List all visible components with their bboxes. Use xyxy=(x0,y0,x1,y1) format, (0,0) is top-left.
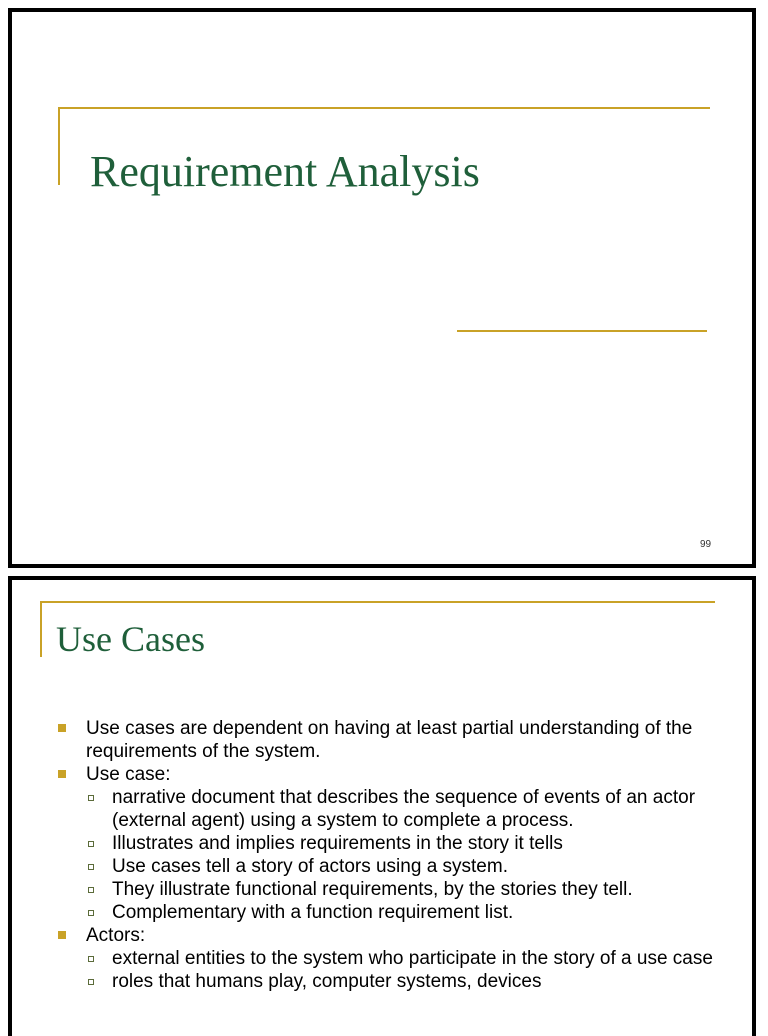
bullet-text: Use cases are dependent on having at least partial understanding of the requirements of the system. xyxy=(86,718,693,762)
sub-bullet-item xyxy=(56,878,716,901)
bullet-item xyxy=(56,717,716,763)
slide-use-cases xyxy=(8,576,756,1036)
sub-bullet-item xyxy=(56,786,716,832)
sub-bullet-item xyxy=(56,901,716,924)
hollow-square-bullet-icon xyxy=(88,887,94,893)
subtitle-rule xyxy=(457,330,707,332)
sub-bullet-text: Complementary with a function requirement list. xyxy=(112,902,514,923)
sub-bullet-item xyxy=(56,947,716,970)
bullet-item xyxy=(56,924,716,947)
sub-bullet-text: Illustrates and implies requirements in the story it tells xyxy=(112,833,563,854)
title-rule-left xyxy=(40,601,42,657)
bullet-item xyxy=(56,763,716,786)
sub-bullet-text: narrative document that describes the sequence of events of an actor (external agent) using a system to complete a process. xyxy=(112,787,696,831)
hollow-square-bullet-icon xyxy=(88,841,94,847)
sub-bullet-text: They illustrate functional requirements, by the stories they tell. xyxy=(112,879,633,900)
sub-bullet-item xyxy=(56,970,716,993)
sub-bullet-text: roles that humans play, computer systems, devices xyxy=(112,971,542,992)
hollow-square-bullet-icon xyxy=(88,864,94,870)
slide-title: Use Cases xyxy=(56,619,205,659)
sub-bullet-item xyxy=(56,832,716,855)
sub-bullet-text: Use cases tell a story of actors using a system. xyxy=(112,856,508,877)
slide-requirement-analysis xyxy=(8,8,756,568)
bullet-text: Use case: xyxy=(86,764,171,785)
square-bullet-icon xyxy=(58,724,66,732)
square-bullet-icon xyxy=(58,770,66,778)
hollow-square-bullet-icon xyxy=(88,956,94,962)
sub-bullet-item xyxy=(56,855,716,878)
hollow-square-bullet-icon xyxy=(88,910,94,916)
square-bullet-icon xyxy=(58,931,66,939)
bullet-text: Actors: xyxy=(86,925,146,946)
title-rule-top xyxy=(58,107,710,109)
bullet-list xyxy=(56,717,716,993)
slide-title: Requirement Analysis xyxy=(90,147,480,196)
hollow-square-bullet-icon xyxy=(88,979,94,985)
title-rule-left xyxy=(58,107,60,185)
title-rule-top xyxy=(40,601,715,603)
page-number: 99 xyxy=(700,539,712,550)
hollow-square-bullet-icon xyxy=(88,795,94,801)
sub-bullet-text: external entities to the system who participate in the story of a use case xyxy=(112,948,713,969)
